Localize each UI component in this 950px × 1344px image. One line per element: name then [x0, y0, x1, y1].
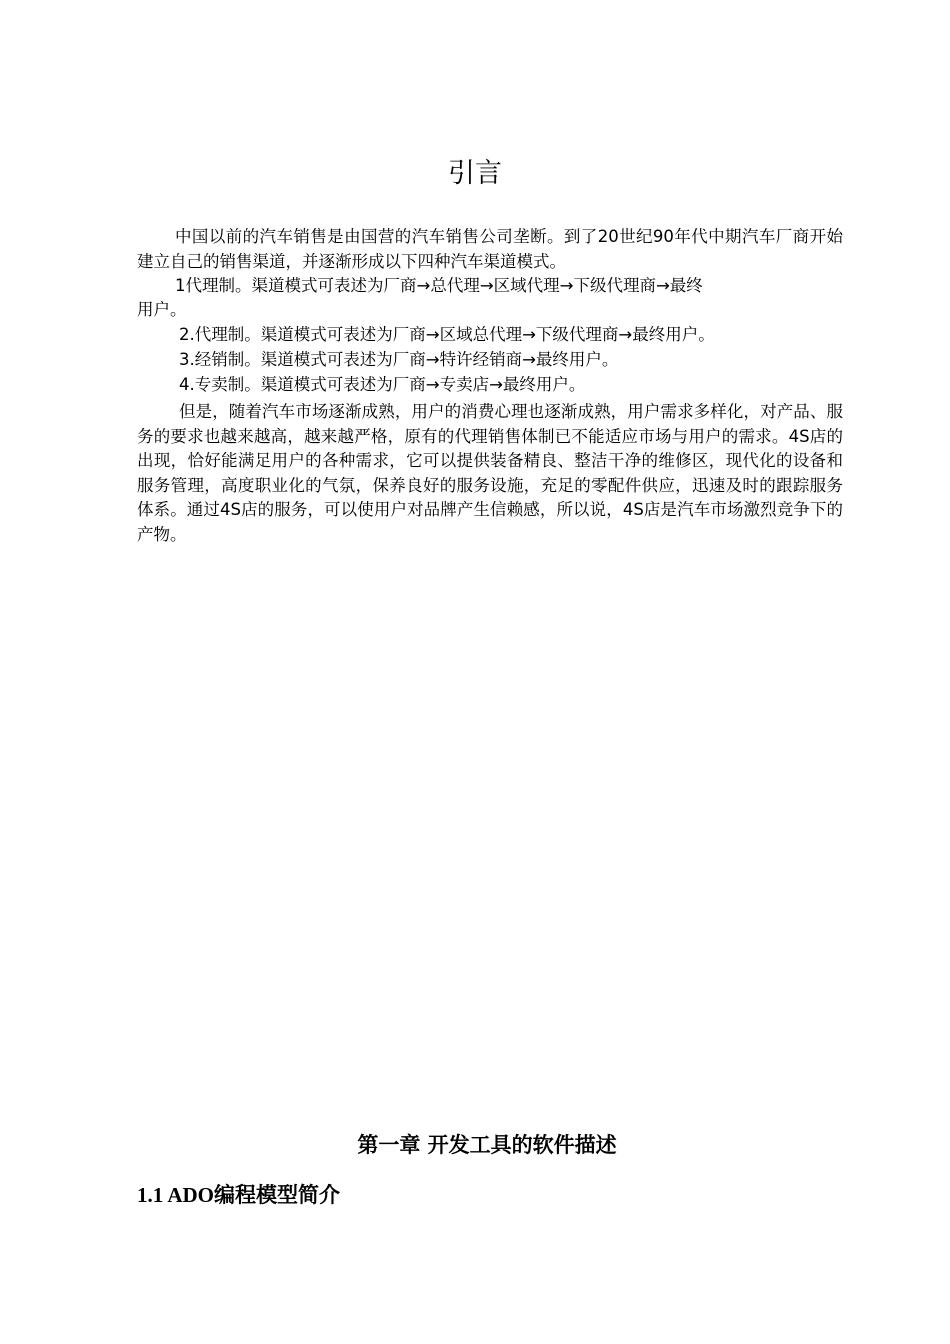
body-paragraph: 但是，随着汽车市场逐渐成熟，用户的消费心理也逐渐成熟，用户需求多样化，对产品、服务的要求也越来越高，越来越严格，原有的代理销售体制已不能适应市场与用户的需求。4S店的出现，恰好能满足用户的各种需求，它可以提供装备精良、整洁干净的维修区，现代化的设备和服务管理，高度职业化的气氛，保养良好的服务设施，充足的零配件供应，迅速及时的跟踪服务体系。通过4S店的服务，可以使用户对品牌产生信赖感，所以说，4S店是汽车市场激烈竞争下的产物。: [137, 402, 843, 544]
intro-title: 引言: [448, 158, 502, 189]
mode-1-line-1: 1代理制。渠道模式可表述为厂商→总代理→区域代理→下级代理商→最终: [175, 276, 703, 295]
mode-1-line-2: 用户。: [137, 300, 187, 319]
mode-2: 2.代理制。渠道模式可表述为厂商→区域总代理→下级代理商→最终用户。: [179, 325, 715, 344]
section-title: 1.1 ADO编程模型简介: [137, 1183, 341, 1207]
mode-3: 3.经销制。渠道模式可表述为厂商→特许经销商→最终用户。: [179, 350, 619, 369]
mode-4: 4.专卖制。渠道模式可表述为厂商→专卖店→最终用户。: [179, 375, 586, 394]
chapter-title: 第一章 开发工具的软件描述: [357, 1132, 617, 1157]
intro-paragraph: 中国以前的汽车销售是由国营的汽车销售公司垄断。到了20世纪90年代中期汽车厂商开始建立自己的销售渠道，并逐渐形成以下四种汽车渠道模式。: [137, 227, 843, 271]
